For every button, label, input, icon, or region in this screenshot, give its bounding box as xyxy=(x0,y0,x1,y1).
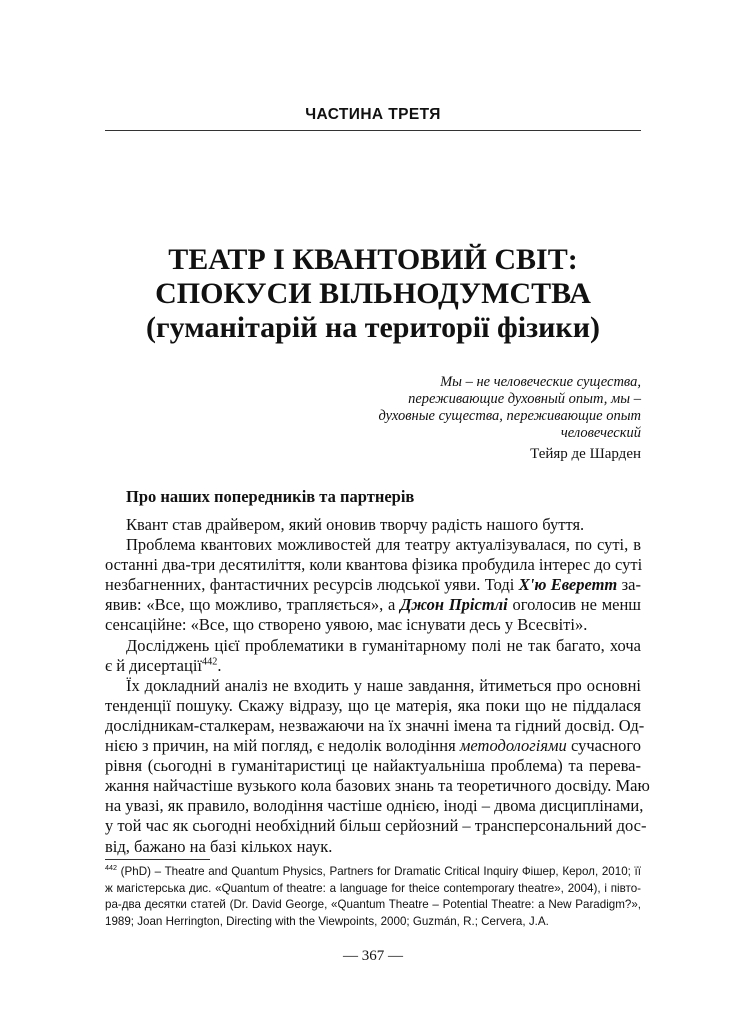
emphasis: методологіями xyxy=(459,736,567,756)
epigraph-author: Тейяр де Шарден xyxy=(530,446,641,462)
footnote-line: 1989; Joan Herrington, Directing with the Viewpoints, 2000; Guzmán, R.; Cervera, J.A. xyxy=(105,914,549,928)
body-line: від, бажано на базі кількох наук. xyxy=(105,836,333,856)
body-line: у той час як сьогодні необхідний більш серйозний – трансперсональний дос- xyxy=(105,816,647,836)
section-heading: Про наших попередників та партнерів xyxy=(126,487,415,506)
running-header: ЧАСТИНА ТРЕТЯ xyxy=(305,106,441,123)
chapter-title-line-2: СПОКУСИ ВІЛЬНОДУМСТВА xyxy=(155,277,591,310)
footnote-number: 442 xyxy=(105,863,117,873)
body-text-run: незбагненних, фантастичних ресурсів людської уяви. Тоді xyxy=(105,575,519,595)
body-text-run: явив: «Все, що можливо, трапляється», а xyxy=(105,595,401,615)
page-number: — 367 — xyxy=(343,948,403,964)
footnote-rule xyxy=(105,859,210,860)
body-line: Досліджень цієї проблематики в гуманітарному полі не так багато, хоча xyxy=(126,635,641,655)
footnote-reference[interactable]: 442 xyxy=(202,656,218,668)
body-line: сенсаційне: «Все, що створено уявою, має існувати десь у Всесвіті». xyxy=(105,615,588,635)
body-text-run: сучасного xyxy=(566,736,641,756)
body-line: тенденції пошуку. Скажу відразу, що це матерія, яка поки що не піддалася xyxy=(105,695,641,715)
chapter-title-line-3: (гуманітарій на території фізики) xyxy=(146,311,600,344)
body-text xyxy=(105,515,650,857)
body-line: на увазі, як правило, володіння частіше однією, іноді – двома дисциплінами, xyxy=(105,796,644,816)
epigraph-line: Мы – не человеческие существа, xyxy=(440,374,641,390)
body-text-run: . xyxy=(217,655,222,675)
epigraph xyxy=(321,374,641,442)
body-text-run: оголосив не менш xyxy=(507,595,642,615)
body-line: Їх докладний аналіз не входить у наше завдання, йтиметься про основні xyxy=(126,675,641,695)
epigraph-line: духовные существа, переживающие опыт xyxy=(378,408,641,424)
body-line: Квант став драйвером, який оновив творчу радість нашого буття. xyxy=(126,515,585,534)
body-text-run: за- xyxy=(617,575,641,595)
footnote-line: ж магістерська дис. «Quantum of theatre: a language for theice contemporary theatre», 2004), і півто- xyxy=(105,881,641,895)
header-rule xyxy=(105,130,641,131)
body-text-run: є й дисертації xyxy=(105,655,203,675)
footnote-line: ра-два десятки статей (Dr. David George, «Quantum Theatre – Potential Theatre: a New Paradigm?», xyxy=(105,898,641,911)
body-text-run: нією з причин, на мій погляд, є недолік володіння xyxy=(105,736,460,756)
chapter-title xyxy=(105,243,641,345)
person-name: Джон Прістлі xyxy=(400,595,508,615)
epigraph-line: переживающие духовный опыт, мы – xyxy=(408,391,641,407)
footnote-text-run: (PhD) – Theatre and Quantum Physics, Partners for Dramatic Critical Inquiry Фішер, Керол, 2010; її xyxy=(117,865,641,878)
body-line: останні два-три десятиліття, коли квантова фізика пробудила інтерес до суті xyxy=(105,555,643,575)
body-line: дослідникам-сталкерам, незважаючи на їх значні імена та гідний досвід. Од- xyxy=(105,715,645,735)
person-name: Х'ю Еверетт xyxy=(518,575,618,595)
footnote xyxy=(105,864,641,930)
body-line xyxy=(105,575,641,595)
footnote-line xyxy=(105,864,641,881)
epigraph-line: человеческий xyxy=(560,425,641,441)
body-line: рівня (сьогодні в гуманітаристиці це найактуальніша проблема) та перева- xyxy=(105,756,641,776)
body-line xyxy=(105,595,641,615)
body-line: жання найчастіше вузького кола базових знань та теоретичного досвіду. Маю xyxy=(105,776,650,796)
body-line xyxy=(105,736,641,756)
body-line: Проблема квантових можливостей для театру актуалізувалася, по суті, в xyxy=(126,535,641,555)
body-line xyxy=(105,656,641,676)
chapter-title-line-1: ТЕАТР І КВАНТОВИЙ СВІТ: xyxy=(168,243,578,276)
